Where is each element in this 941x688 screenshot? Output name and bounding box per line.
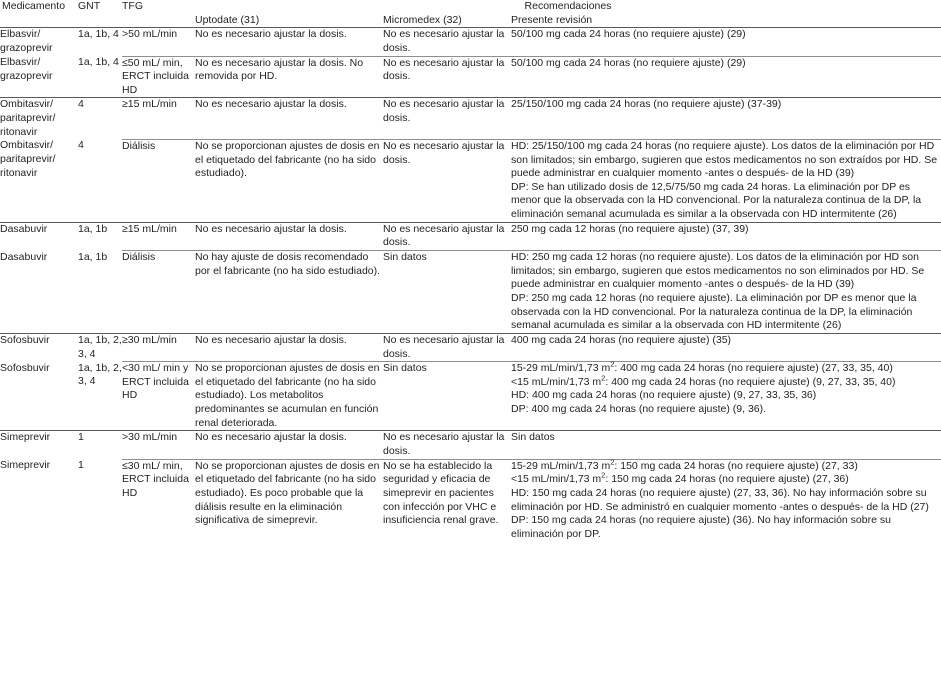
table-row (0, 56, 941, 98)
cell-gnt: 1a, 1b, 2, 3, 4 (78, 333, 122, 361)
cell-gnt: 1a, 1b, 2, 3, 4 (78, 361, 122, 388)
cell-gnt: 1a, 1b, 4 (78, 56, 119, 69)
cell-tfg: ≥30 mL/min (122, 333, 195, 361)
column-header-recomendaciones: Recomendaciones (524, 0, 612, 12)
cell-presente-revision (511, 139, 941, 222)
cell-tfg: ≥15 mL/min (122, 222, 195, 250)
cell-tfg: ≤50 mL/ min, ERCT incluida HD (122, 56, 195, 98)
table-row (0, 139, 941, 222)
cell-presente-revision (511, 98, 941, 139)
presente-revision-line: Sin datos (511, 431, 555, 444)
cell-gnt: 1 (78, 431, 122, 459)
cell-gnt: 1a, 1b (78, 250, 108, 263)
cell-presente-revision (511, 56, 941, 98)
cell-uptodate: No hay ajuste de dosis recomendado por el fabricante (no ha sido estudiado). (195, 251, 383, 334)
cell-micromedex: No es necesario ajustar la dosis. (383, 139, 511, 222)
cell-medicamento: Simeprevir (0, 431, 78, 459)
presente-revision-line: 15-29 mL/min/1,73 $m^2$: 150 mg cada 24 horas (no requiere ajuste) (27, 33) (511, 457, 858, 472)
superscript-two: 2 (601, 470, 606, 480)
table-body (0, 28, 941, 542)
table-row (0, 98, 941, 139)
cell-uptodate: No se proporcionan ajustes de dosis en el etiquetado del fabricante (no ha sido estudiado). Los metabolitos predominantes se acumulan en función renal deteriorada. (195, 362, 383, 431)
cell-gnt: 4 (78, 98, 122, 139)
cell-presente-revision (511, 251, 941, 334)
cell-gnt: 1a, 1b, 4 (78, 28, 122, 56)
cell-medicamento: Elbasvir/ grazoprevir (0, 28, 78, 56)
superscript-two: 2 (601, 373, 606, 383)
table-row (0, 251, 941, 334)
presente-revision-line: <15 mL/min/1,73 $m^2$: 400 mg cada 24 horas (no requiere ajuste) (9, 27, 33, 35, 40) (511, 373, 896, 388)
cell-micromedex: Sin datos (383, 251, 511, 334)
cell-presente-revision (511, 333, 941, 361)
cell-medicamento: Sofosbuvir (0, 333, 78, 361)
header-spacer-gnt (78, 14, 122, 28)
cell-uptodate: No se proporcionan ajustes de dosis en el etiquetado del fabricante (no ha sido estudiado). Es poco probable que la diálisis resulte en la eliminación significativa de simeprevir. (195, 459, 383, 541)
cell-tfg: ≤30 mL/ min, ERCT incluida HD (122, 459, 195, 541)
presente-revision-line: 25/150/100 mg cada 24 horas (no requiere ajuste) (37-39) (511, 98, 782, 111)
table-row (0, 362, 941, 431)
cell-tfg: >50 mL/min (122, 28, 195, 56)
column-header-medicamento: Medicamento (2, 0, 66, 12)
cell-micromedex: No se ha establecido la seguridad y eficacia de simeprevir en pacientes con infección por VHC e insuficiencia renal grave. (383, 459, 511, 541)
cell-gnt: 1a, 1b (78, 222, 122, 250)
cell-uptodate: No es necesario ajustar la dosis. (195, 98, 383, 139)
presente-revision-line: DP: 250 mg cada 12 horas (no requiere ajuste). La eliminación por DP es menor que la observada con la HD convencional. Por la naturaleza continua de la DP, la eliminación semanal acumulada es similar a la observada con HD intermitente (26) (511, 291, 917, 332)
column-header-gnt: GNT (78, 0, 101, 12)
presente-revision-line: 15-29 mL/min/1,73 $m^2$: 400 mg cada 24 horas (no requiere ajuste) (27, 33, 35, 40) (511, 359, 893, 375)
cell-uptodate: No es necesario ajustar la dosis. (195, 222, 383, 250)
cell-medicamento: Dasabuvir (0, 250, 48, 263)
cell-presente-revision (511, 28, 941, 56)
presente-revision-line: DP: Se han utilizado dosis de 12,5/75/50 mg cada 24 horas. La eliminación por DP es menor que la observada con la HD convencional. Por la naturaleza continua de la DP, la eliminación semanal acumulada es similar a la observada con HD intermitente (26) (511, 180, 922, 221)
cell-tfg: <30 mL/ min y ERCT incluida HD (122, 362, 195, 431)
presente-revision-line: 50/100 mg cada 24 horas (no requiere ajuste) (29) (511, 56, 746, 69)
presente-revision-line: <15 mL/min/1,73 $m^2$: 150 mg cada 24 horas (no requiere ajuste) (27, 36) (511, 470, 849, 486)
cell-uptodate: No es necesario ajustar la dosis. (195, 431, 383, 459)
column-header-uptodate: Uptodate (31) (195, 13, 260, 26)
cell-uptodate: No es necesario ajustar la dosis. (195, 333, 383, 361)
cell-micromedex: No es necesario ajustar la dosis. (383, 222, 511, 250)
cell-gnt: 4 (78, 139, 84, 152)
presente-revision-line: 50/100 mg cada 24 horas (no requiere ajuste) (29) (511, 28, 746, 41)
cell-micromedex: Sin datos (383, 362, 511, 431)
cell-micromedex: No es necesario ajustar la dosis. (383, 56, 511, 98)
superscript-two: 2 (610, 457, 615, 467)
cell-medicamento: Elbasvir/ grazoprevir (0, 56, 53, 82)
cell-uptodate: No es necesario ajustar la dosis. No removida por HD. (195, 56, 383, 98)
table-row (0, 333, 941, 361)
presente-revision-line: DP: 150 mg cada 24 horas (no requiere ajuste) (36). No hay información sobre su eliminación por DP. (511, 514, 891, 540)
cell-presente-revision (511, 431, 941, 459)
header-row-sub (0, 14, 941, 28)
cell-tfg: >30 mL/min (122, 431, 195, 459)
table-row (0, 222, 941, 250)
cell-tfg: ≥15 mL/min (122, 98, 195, 139)
table-row (0, 459, 941, 541)
presente-revision-line: HD: 400 mg cada 24 horas (no requiere ajuste) (9, 27, 33, 35, 36) (511, 389, 817, 402)
presente-revision-line: 250 mg cada 12 horas (no requiere ajuste) (37, 39) (511, 222, 749, 235)
header-row-top (0, 0, 941, 14)
cell-uptodate: No se proporcionan ajustes de dosis en el etiquetado del fabricante (no ha sido estudiado). (195, 139, 383, 222)
cell-medicamento: Simeprevir (0, 459, 51, 472)
cell-micromedex: No es necesario ajustar la dosis. (383, 98, 511, 139)
cell-gnt: 1 (78, 459, 84, 472)
table-header (0, 0, 941, 28)
cell-tfg: Diálisis (122, 139, 195, 222)
column-header-presente-revision: Presente revisión (511, 13, 593, 26)
presente-revision-line: HD: 25/150/100 mg cada 24 horas (no requiere ajuste). Los datos de la eliminación por HD son limitados; sin embargo, sugieren que estos medicamentos no son extraídos por HD. Se puede administrar en cualquier momento -antes o después- de la HD (39) (511, 139, 938, 180)
cell-uptodate: No es necesario ajustar la dosis. (195, 28, 383, 56)
cell-medicamento: Dasabuvir (0, 222, 78, 250)
presente-revision-line: DP: 400 mg cada 24 horas (no requiere ajuste) (9, 36). (511, 403, 767, 416)
cell-medicamento: Ombitasvir/ paritaprevir/ ritonavir (0, 139, 56, 179)
header-spacer-medicamento (0, 14, 78, 28)
cell-presente-revision (511, 459, 941, 541)
cell-presente-revision (511, 222, 941, 250)
presente-revision-line: HD: 250 mg cada 12 horas (no requiere ajuste). Los datos de la eliminación por HD son limitados; sin embargo, sugieren que estos medicamentos no son eliminados por HD. Se puede administrar en cualquier momento -antes o después- de la HD (39) (511, 251, 925, 291)
cell-micromedex: No es necesario ajustar la dosis. (383, 431, 511, 459)
superscript-two: 2 (610, 359, 615, 369)
cell-micromedex: No es necesario ajustar la dosis. (383, 28, 511, 56)
presente-revision-line: 400 mg cada 24 horas (no requiere ajuste) (35) (511, 333, 732, 346)
table-row (0, 28, 941, 56)
header-spacer-tfg (122, 14, 195, 28)
cell-micromedex: No es necesario ajustar la dosis. (383, 333, 511, 361)
cell-medicamento: Sofosbuvir (0, 361, 50, 374)
cell-presente-revision (511, 359, 941, 431)
column-header-tfg: TFG (122, 0, 143, 12)
cell-medicamento: Ombitasvir/ paritaprevir/ ritonavir (0, 98, 78, 139)
presente-revision-line: HD: 150 mg cada 24 horas (no requiere ajuste) (27, 33, 36). No hay información sobre su eliminación por HD. Se administró en cualquier momento -antes o después- de la HD (27) (511, 486, 929, 513)
column-header-micromedex: Micromedex (32) (383, 13, 462, 26)
cell-tfg: Diálisis (122, 251, 195, 334)
table-row (0, 431, 941, 459)
